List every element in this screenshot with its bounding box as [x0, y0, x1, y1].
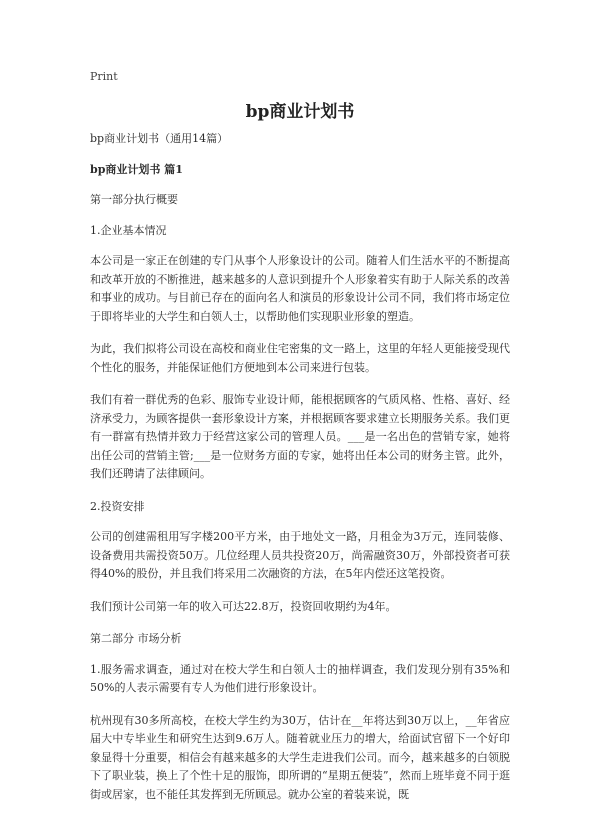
section2-heading: 2.投资安排: [90, 499, 145, 513]
document-body: [90, 130, 510, 818]
page-title: bp商业计划书: [245, 102, 355, 122]
paragraph-market: 杭州现有30多所高校，在校大学生约为30万，估计在__年将达到30万以上，__年省应届大中专毕业生和研究生达到9.6万人。随着就业压力的增大，给面试官留下一个好印象显得十分重要，相信会有越来越多的大学生走进我们公司。而今，越来越多的白领脱下了职业装，换上了个性十足的服饰，即所谓的“星期五便装”，然而上班毕竟不同于逛街或居家，也不能任其发挥到无所顾忌。就办公室的着装来说，既: [90, 713, 510, 801]
paragraph-company-overview: 本公司是一家正在创建的专门从事个人形象设计的公司。随着人们生活水平的不断提高和改革开放的不断推进，越来越多的人意识到提升个人形象着实有助于人际关系的改善和事业的成功。与目前已存在的面向名人和演员的形象设计公司不同，我们将市场定位于即将毕业的大学生和白领人士，以帮助他们实现职业形象的塑造。: [90, 254, 510, 323]
paragraph-location: 为此，我们拟将公司设在高校和商业住宅密集的文一路上，这里的年轻人更能接受现代个性化的服务，并能保证他们方便地到本公司来进行包装。: [90, 342, 510, 374]
paragraph-investment: 公司的创建需租用写字楼200平方米，由于地处文一路，月租金为3万元，连同装修、设备费用共需投资50万。几位经理人员共投资20万，尚需融资30万，外部投资者可获得40%的股份，并且我们将采用二次融资的方法，在5年内偿还这笔投资。: [90, 530, 510, 580]
print-label[interactable]: Print: [90, 70, 118, 83]
subtitle: bp商业计划书（通用14篇）: [90, 132, 229, 145]
paragraph-team: 我们有着一群优秀的色彩、服饰专业设计师，能根据顾客的气质风格、性格、喜好、经济承受力，为顾客提供一套形象设计方案，并根据顾客要求建立长期服务关系。我们更有一群富有热情并致力于经营这家公司的管理人员。___是一名出色的营销专家，她将出任公司的营销主管;___是一位财务方面的专家，她将出任本公司的财务主管。此外，我们还聘请了法律顾问。: [90, 393, 510, 480]
article-heading: bp商业计划书 篇1: [90, 162, 183, 176]
part1-heading: 第一部分执行概要: [90, 193, 178, 206]
part2-heading: 第二部分 市场分析: [90, 632, 182, 645]
paragraph-revenue: 我们预计公司第一年的收入可达22.8万，投资回收期约为4年。: [90, 599, 397, 613]
section1-heading: 1.企业基本情况: [90, 223, 167, 237]
paragraph-survey: 1.服务需求调查，通过对在校大学生和白领人士的抽样调查，我们发现分别有35%和50%的人表示需要有专人为他们进行形象设计。: [90, 662, 510, 694]
